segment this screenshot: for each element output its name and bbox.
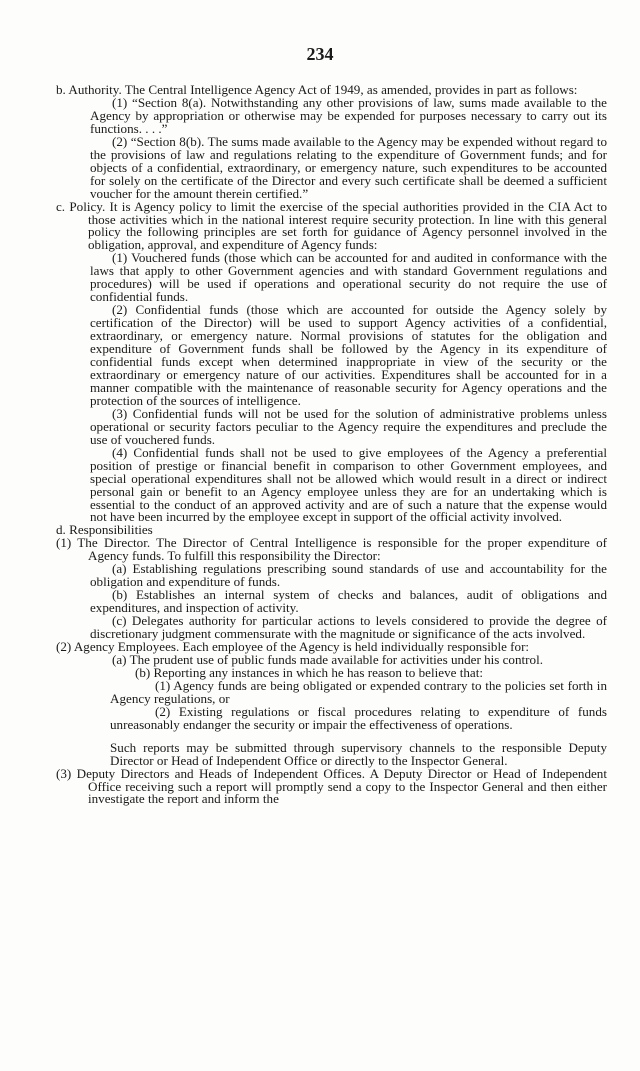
paragraph: (c) Delegates authority for particular actions to levels considered to provide the degree of discretionary judgment commensurate with the magnitude or significance of the acts involved.: [90, 613, 607, 642]
paragraph: (a) Establishing regulations prescribing sound standards of use and accountability for the obligation and expenditure of funds.: [90, 561, 607, 590]
paragraph: (b) Establishes an internal system of checks and balances, audit of obligations and expenditures, and inspection of activity.: [90, 587, 607, 616]
body-text: [45, 84, 607, 806]
paragraph: (1) Vouchered funds (those which can be accounted for and audited in conformance with the laws that apply to other Government agencies and with standard Government regulations and procedures) will be used if operations and operational security do not require the use of confidential funds.: [90, 250, 607, 305]
paragraph: (b) Reporting any instances in which he has reason to believe that:: [135, 664, 483, 680]
paragraph: (1) Agency funds are being obligated or expended contrary to the policies set forth in Agency regulations, or: [110, 677, 607, 706]
paragraph: (3) Confidential funds will not be used for the solution of administrative problems unless operational or security factors peculiar to the Agency require the expenditures and preclude the use of vouchered funds.: [90, 405, 607, 447]
paragraph: Such reports may be submitted through supervisory channels to the responsible Deputy Director or Head of Independent Office or directly to the Inspector General.: [110, 739, 607, 768]
paragraph: (1) “Section 8(a). Notwithstanding any other provisions of law, sums made available to the Agency by appropriation or otherwise may be expended for purposes necessary to carry out its functions. . . .”: [90, 94, 607, 136]
paragraph: d. Responsibilities: [56, 522, 153, 538]
paragraph: (1) The Director. The Director of Central Intelligence is responsible for the proper expenditure of Agency funds. To fulfill this responsibility the Director:: [56, 535, 607, 564]
page-number: 234: [306, 44, 334, 64]
paragraph: (2) Agency Employees. Each employee of the Agency is held individually responsible for:: [56, 638, 530, 654]
paragraph: (2) “Section 8(b). The sums made available to the Agency may be expended without regard to the provisions of law and regulations relating to the expenditure of Government funds; and for objects of a confidential, extraordinary, or emergency nature, such expenditures to be accounted for solely on the certificate of the Director and every such certificate shall be deemed a sufficient voucher for the amount therein certified.”: [90, 133, 607, 201]
paragraph: (4) Confidential funds shall not be used to give employees of the Agency a preferential position of prestige or financial benefit in comparison to other Government employees, and special operational expenditures shall not be allowed which would result in a direct or indirect personal gain or benefit to an Agency employee unless they are for an undertaking which is essential to the conduct of an approved activity and are of such a nature that the expense would not have been incurred by the employee except in support of the official activity involved.: [90, 444, 607, 525]
paragraph: c. Policy. It is Agency policy to limit the exercise of the special authorities provided in the CIA Act to those activities which in the national interest require security protection. In line with this general policy the following principles are set forth for guidance of Agency personnel involved in the obligation, approval, and expenditure of Agency funds:: [56, 198, 607, 253]
paragraph: (2) Confidential funds (those which are accounted for outside the Agency solely by certification of the Director) will be used to support Agency activities of a confidential, extraordinary, or emergency nature. Normal provisions of statutes for the obligation and expenditure of Government funds shall be followed by the Agency in its expenditure of confidential funds except when determined inappropriate in view of the security or the extraordinary or emergency nature of our activities. Expenditures shall be accounted for in a manner compatible with the maintenance of reasonable security for Agency operations and the protection of the sources of intelligence.: [90, 302, 607, 408]
paragraph: (3) Deputy Directors and Heads of Independent Offices. A Deputy Director or Head of Independent Office receiving such a report will promptly send a copy to the Inspector General and then either investigate the report and inform the: [56, 765, 607, 807]
paragraph: b. Authority. The Central Intelligence Agency Act of 1949, as amended, provides in part as follows:: [56, 82, 578, 97]
paragraph: (a) The prudent use of public funds made available for activities under his control.: [112, 651, 543, 667]
paragraph: (2) Existing regulations or fiscal procedures relating to expenditure of funds unreasonably endanger the security or impair the effectiveness of operations.: [110, 703, 607, 732]
